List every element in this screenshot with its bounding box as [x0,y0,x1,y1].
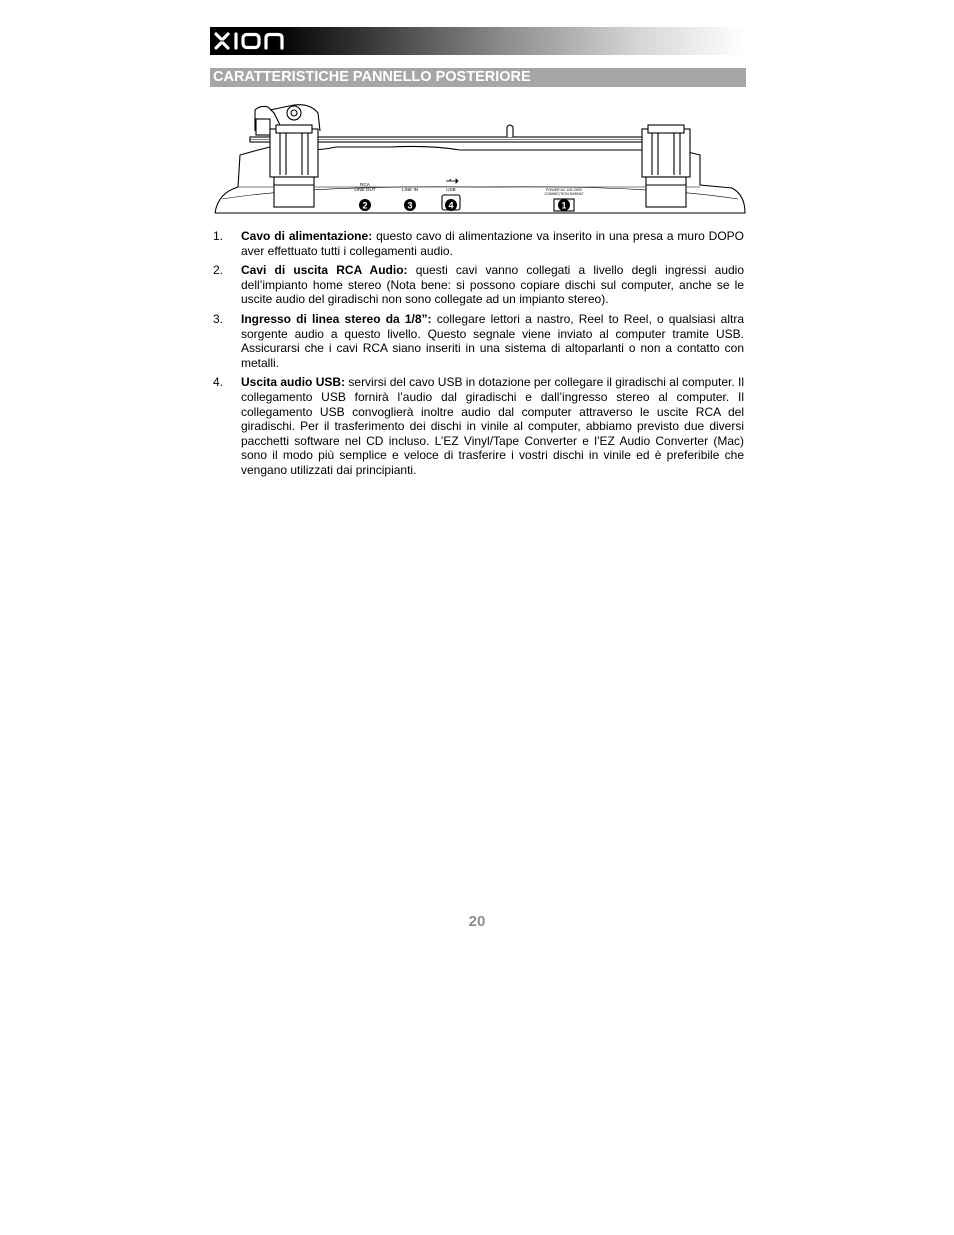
section-title: CARATTERISTICHE PANNELLO POSTERIORE [210,68,746,87]
list-item-term: Cavi di uscita RCA Audio: [241,263,408,278]
list-item-body [241,229,744,258]
list-item-number: 2. [213,263,224,278]
port-number-1: 1 [561,200,567,211]
port-label-power-line2: CONNECTION 50/60HZ [544,192,584,196]
list-item [213,312,744,370]
port-number-2: 2 [362,200,368,211]
list-item-text: questi cavi vanno collegati a livello degli ingressi audio dell’impianto home stereo (Nota bene: si possono copiare dischi sul computer, anche se le uscite audio del giradischi non sono collegate ad un impianto stereo). [241,263,745,307]
ion-logo [212,29,288,53]
list-item [213,229,744,258]
list-item-text: collegare lettori a nastro, Reel to Reel, o qualsiasi altra sorgente audio a questo livello. Questo segnale viene inviato al computer tramite USB. Assicurarsi che i cavi RCA siano inseriti in una sistema di altoparlanti o non a contatto con metalli. [241,311,744,370]
list-item-body [241,263,744,307]
header-gradient-bar [210,27,746,55]
list-item-number: 4. [213,375,224,390]
list-item-text: servirsi del cavo USB in dotazione per collegare il giradischi al computer. Il collegamento USB fornirà l’audio dal giradischi e dall’ingresso stereo al computer. Il collegamento USB convoglierà inoltre audio dal computer attraverso le uscite RCA del giradischi. Per il trasferimento dei dischi in vinile al computer, abbiamo previsto due diversi pacchetti software nel CD incluso. L’EZ Vinyl/Tape Converter e l’EZ Audio Converter (Mac) sono il modo più semplice e veloce di trasferire i vostri dischi in vinile ed è preferibile che vengano utilizzati dai principianti. [241,375,745,477]
port-number-3: 3 [407,200,413,211]
list-item-term: Cavo di alimentazione: [241,229,373,243]
right-hinge [642,129,690,177]
list-item-body [241,375,744,477]
center-peg [507,125,513,137]
port-label-line-in: LINE IN [401,187,419,192]
list-item-text: questo cavo di alimentazione va inserito in una presa a muro DOPO aver effettuato tutti i collegamenti audio. [241,229,744,258]
port-label-rca-line2: LINE OUT [354,187,376,192]
list-item-term: Ingresso di linea stereo da 1/8”: [241,311,432,326]
list-item [213,263,744,307]
list-item [213,375,744,477]
list-item-term: Uscita audio USB: [241,375,346,390]
left-hinge [270,129,318,177]
rear-panel-diagram [210,95,750,220]
list-item-body [241,312,744,370]
page-number: 20 [468,913,486,930]
list-item-number: 1. [213,229,224,243]
port-label-usb: USB [446,187,456,192]
feature-list [213,229,744,483]
port-number-4: 4 [448,200,454,211]
list-item-number: 3. [213,311,224,326]
port-label-rca: RCA [360,182,370,187]
port-label-power: POWER AC 100-240V [546,188,582,192]
